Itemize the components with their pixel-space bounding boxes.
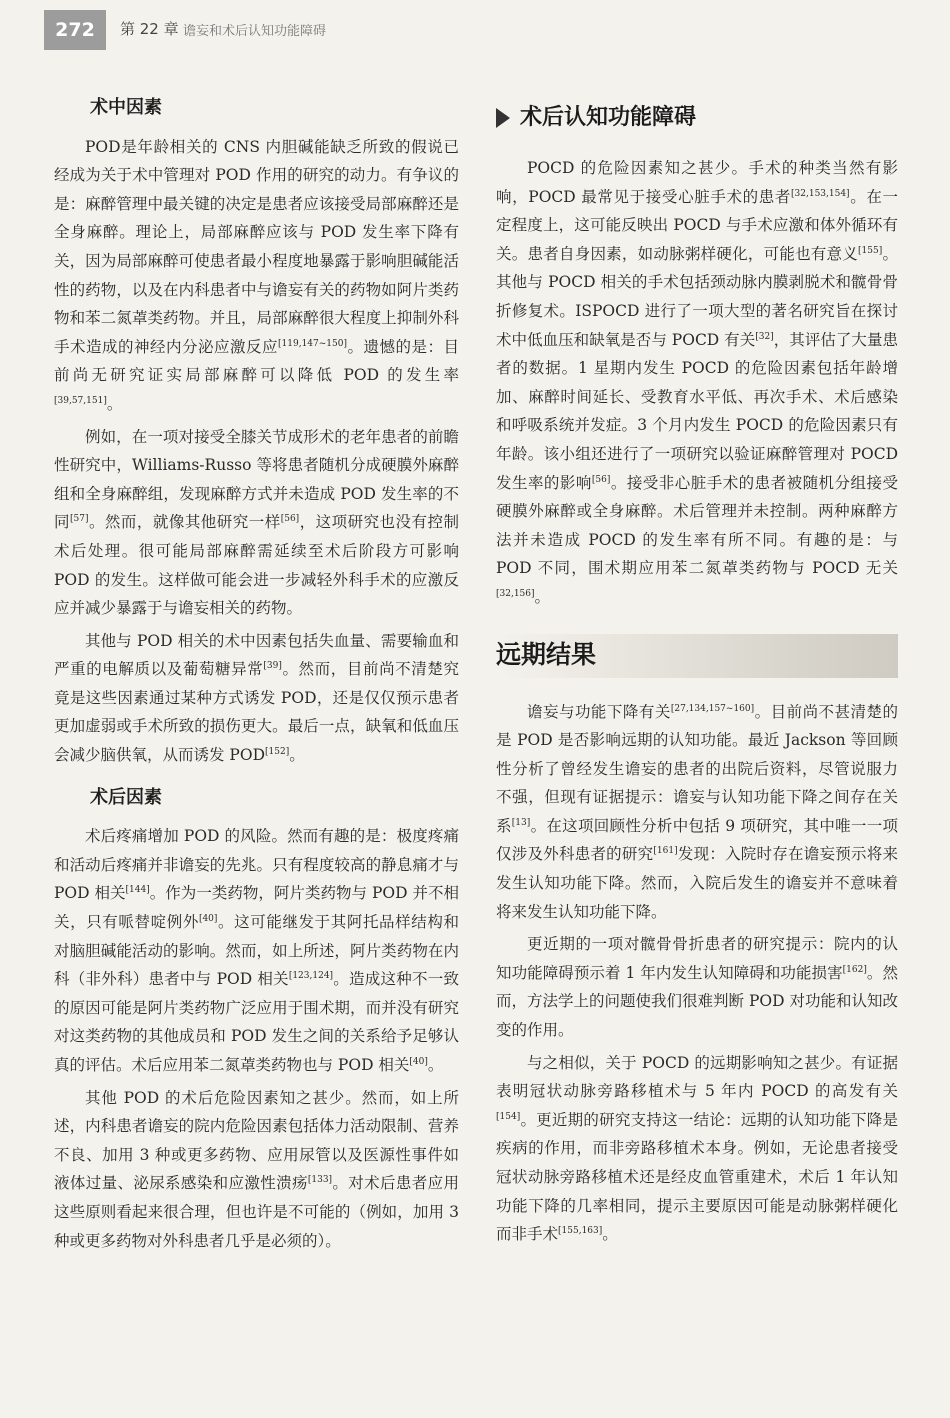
- paragraph: [54, 627, 459, 770]
- text-run: ，这项研究也没有控制术后处理。很可能局部麻醉需延续至术后阶段方可影响 POD 的发生。这样做可能会进一步减轻外科手术的应激反应并减少暴露于与谵妄相关的药物。: [54, 513, 459, 618]
- text-run: 更近期的一项对髋骨骨折患者的研究提示：院内的认知功能障碍预示着 1 年内发生认知障碍和功能损害: [496, 935, 898, 982]
- citation: [119,147~150]: [278, 338, 347, 349]
- citation: [144]: [125, 885, 150, 896]
- paragraph: [496, 698, 898, 927]
- paragraph: [54, 1084, 459, 1256]
- triangle-marker-icon: [496, 108, 510, 128]
- text-run: 。这可能继发于其阿托品样结构和对脑胆碱能活动的影响。然而，如上所述，阿片类药物在内科（非外科）患者中与 POD 相关: [54, 913, 459, 989]
- page-header: [0, 0, 950, 62]
- text-run: 。然而，目前尚不清楚究竟是这些因素通过某种方式诱发 POD，还是仅仅预示患者更加虚弱或手术所致的损伤更大。最后一点，缺氧和低血压会减少脑供氧，从而诱发 POD: [54, 660, 459, 765]
- chapter-label: 第 22 章: [120, 20, 179, 38]
- citation: [32]: [755, 331, 774, 342]
- citation: [40]: [409, 1057, 428, 1067]
- citation: [154]: [496, 1111, 521, 1122]
- pocd-section-heading: [496, 100, 898, 136]
- citation: [40]: [198, 914, 218, 925]
- text-run: 。接受非心脏手术的患者被随机分组接受硬膜外麻醉或全身麻醉。术后管理并未控制。两种麻醉方法并未造成 POCD 的发生率有所不同。有趣的是：与 POD 不同，围术期应用苯二氮䓬类药物与 POCD 无关: [496, 473, 898, 578]
- text-run: 。作为一类药物，阿片类药物与 POD 并不相关，只有哌替啶例外: [54, 884, 459, 932]
- text-run: 谵妄与功能下降有关: [527, 702, 671, 721]
- citation: [56]: [591, 474, 611, 485]
- text-run: 。: [534, 587, 551, 606]
- paragraph: [496, 930, 898, 1044]
- citation: [133]: [307, 1175, 333, 1186]
- postop-factors-heading: 术后因素: [90, 786, 162, 808]
- running-title: 谵妄和术后认知功能障碍: [183, 24, 327, 39]
- text-run: 。然而，就像其他研究一样: [88, 513, 281, 532]
- text-run: 发现：入院时存在谵妄预示将来发生认知功能下降。然而，入院后发生的谵妄并不意味着将来发生认知功能下降。: [496, 845, 898, 921]
- paragraph: [54, 423, 459, 623]
- text-run: 。对术后患者应用这些原则看起来很合理，但也许是不可能的（例如，加用 3 种或更多药物对外科患者几乎是必须的）。: [54, 1174, 459, 1250]
- text-run: 例如，在一项对接受全膝关节成形术的老年患者的前瞻性研究中，Williams-Russo 等将患者随机分成硬膜外麻醉组和全身麻醉组，发现麻醉方式并未造成 POD 发生率的不同: [54, 427, 459, 532]
- citation: [13]: [511, 817, 531, 828]
- citation: [27,134,157~160]: [670, 703, 755, 714]
- page-number: 272: [44, 10, 106, 50]
- text-run: 。: [106, 394, 123, 413]
- long-term-outcomes-heading: 远期结果: [496, 634, 898, 678]
- text-run: 其他与 POD 相关的术中因素包括失血量、需要输血和严重的电解质以及葡萄糖异常: [54, 631, 459, 679]
- citation: [57]: [69, 514, 89, 525]
- text-run: 。更近期的研究支持这一结论：远期的认知功能下降是疾病的作用，而非旁路移植术本身。例如，无论患者接受冠状动脉旁路移植术还是经皮血管重建术，术后 1 年认知功能下降的几率相同，提示主要原因可能是动脉粥样硬化而非手术: [496, 1110, 898, 1244]
- citation: [32,156]: [496, 588, 535, 599]
- text-run: 与之相似，关于 POCD 的远期影响知之甚少。有证据表明冠状动脉旁路移植术与 5 年内 POCD 的高发有关: [496, 1053, 898, 1101]
- pocd-heading-text: 术后认知功能障碍: [520, 104, 697, 130]
- text-run: 。造成这种不一致的原因可能是阿片类药物广泛应用于围术期，而并没有研究对这类药物的其他成员和 POD 发生之间的关系给予足够认真的评估。术后应用苯二氮䓬类药物也与 POD 相关: [54, 970, 459, 1074]
- intraop-factors-heading: 术中因素: [90, 97, 162, 118]
- citation: [39,57,151]: [54, 395, 107, 406]
- paragraph: [496, 154, 898, 612]
- paragraph: [54, 822, 459, 1079]
- text-run: 。: [427, 1056, 444, 1074]
- text-run: 。: [289, 746, 305, 765]
- citation: [161]: [653, 846, 678, 857]
- paragraph: [496, 1049, 898, 1249]
- text-run: 。: [602, 1225, 618, 1244]
- text-run: POCD 的危险因素知之甚少。手术的种类当然有影响，POCD 最常见于接受心脏手术的患者: [496, 159, 898, 206]
- citation: [152]: [265, 747, 290, 758]
- text-run: 。目前尚不甚清楚的是 POD 是否影响远期的认知功能。最近 Jackson 等回顾性分析了曾经发生谵妄的患者的出院后资料，尽管说服力不强，但现有证据提示：谵妄与认知功能下降之间存在关系: [496, 702, 898, 835]
- citation: [32,153,154]: [791, 188, 850, 199]
- text-run: 。其他与 POCD 相关的手术包括颈动脉内膜剥脱术和髋骨骨折修复术。ISPOCD 进行了一项大型的著名研究旨在探讨术中低血压和缺氧是否与 POCD 有关: [496, 244, 898, 349]
- citation: [155]: [858, 245, 883, 256]
- text-run: 其他 POD 的术后危险因素知之甚少。然而，如上所述，内科患者谵妄的院内危险因素包括体力活动限制、营养不良、加用 3 种或更多药物、应用尿管以及医源性事件如液体过量、泌尿系感染和应激性溃疡: [54, 1088, 459, 1193]
- text-run: 。在这项回顾性分析中包括 9 项研究，其中唯一一项仅涉及外科患者的研究: [496, 816, 898, 864]
- left-column: [54, 90, 459, 1259]
- citation: [56]: [280, 514, 300, 525]
- text-run: POD是年龄相关的 CNS 内胆碱能缺乏所致的假说已经成为关于术中管理对 POD 作用的研究的动力。有争议的是：麻醉管理中最关键的决定是患者应该接受局部麻醉还是全身麻醉。理论上，局部麻醉应该与 POD 发生率下降有关，因为局部麻醉可使患者最小程度地暴露于影响胆碱能活性的药物，以及在内科患者中与谵妄有关的药物如阿片类药物和苯二氮䓬类药物。并且，局部麻醉很大程度上抑制外科手术造成的神经内分泌应激反应: [54, 137, 459, 356]
- right-column: [496, 100, 898, 1253]
- paragraph: [54, 133, 459, 419]
- text-run: 。然而，方法学上的问题使我们很难判断 POD 对功能和认知改变的作用。: [496, 963, 898, 1040]
- citation: [39]: [263, 661, 282, 672]
- citation: [155,163]: [558, 1226, 603, 1237]
- text-run: 。遗憾的是：目前尚无研究证实局部麻醉可以降低 POD 的发生率: [54, 337, 459, 385]
- citation: [123,124]: [288, 971, 334, 982]
- text-run: ，其评估了大量患者的数据。1 星期内发生 POCD 的危险因素包括年龄增加、麻醉时间延长、受教育水平低、再次手术、术后感染和呼吸系统并发症。3 个月内发生 POCD 的危险因素只有年龄。该小组还进行了一项研究以验证麻醉管理对 POCD 发生率的影响: [496, 330, 898, 492]
- citation: [162]: [842, 964, 867, 975]
- text-run: 术后疼痛增加 POD 的风险。然而有趣的是：极度疼痛和活动后疼痛并非谵妄的先兆。只有程度较高的静息痛才与 POD 相关: [54, 827, 459, 903]
- text-run: 。在一定程度上，这可能反映出 POCD 与手术应激和体外循环有关。患者自身因素，如动脉粥样硬化，可能也有意义: [496, 187, 898, 263]
